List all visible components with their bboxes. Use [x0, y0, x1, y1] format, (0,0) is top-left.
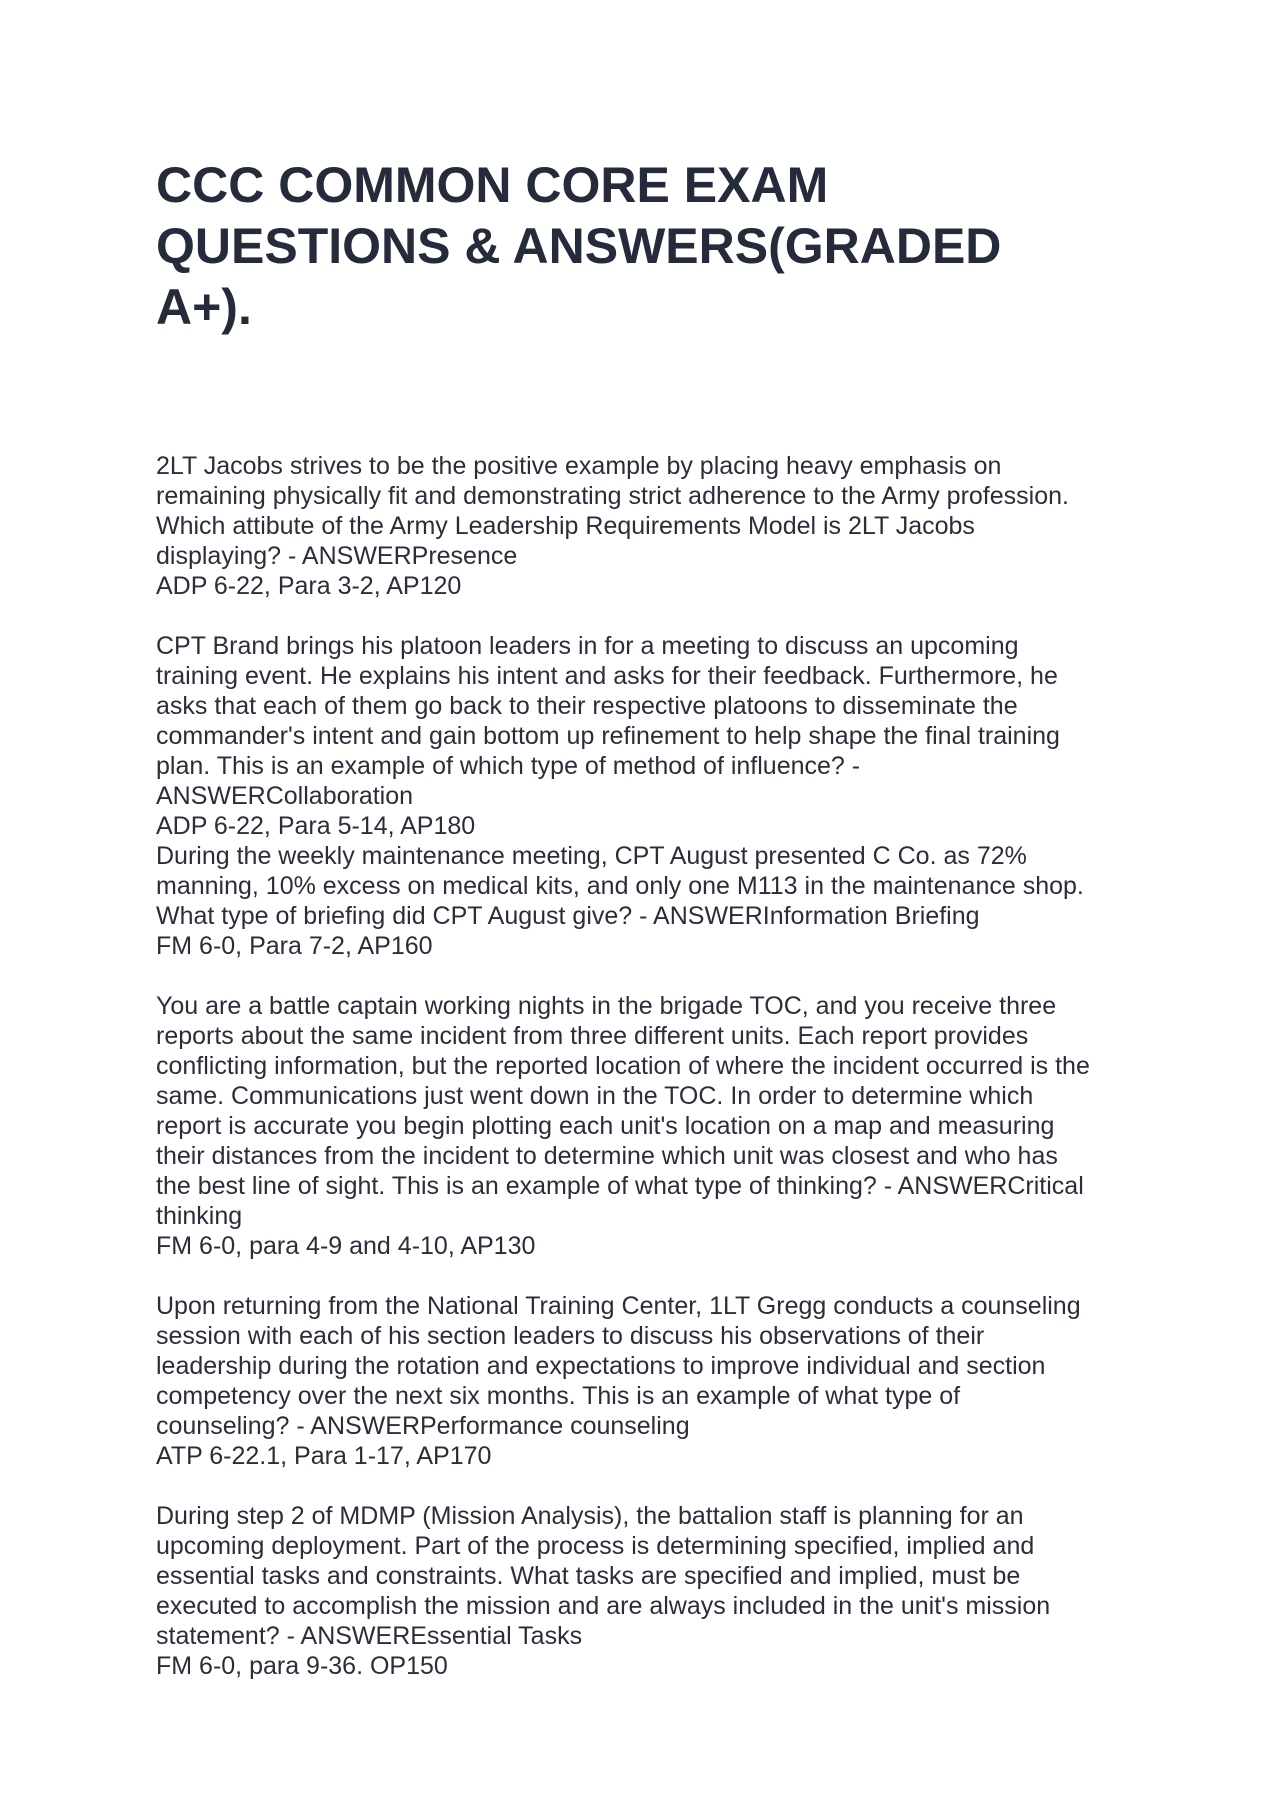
text-line: plan. This is an example of which type of method of influence? -: [156, 752, 861, 780]
reference-line: FM 6-0, para 9-36. OP150: [156, 1652, 448, 1680]
text-line: reports about the same incident from three different units. Each report provides: [156, 1022, 1029, 1050]
text-line: Upon returning from the National Training Center, 1LT Gregg conducts a counseling: [156, 1292, 1081, 1320]
question-item: [156, 1291, 1156, 1471]
question-item: [156, 1501, 1156, 1681]
text-line: essential tasks and constraints. What tasks are specified and implied, must be: [156, 1562, 1021, 1590]
reference-line: FM 6-0, Para 7-2, AP160: [156, 932, 433, 960]
title-line: A+).: [156, 279, 252, 335]
text-line: leadership during the rotation and expectations to improve individual and section: [156, 1352, 1046, 1380]
text-line: During step 2 of MDMP (Mission Analysis), the battalion staff is planning for an: [156, 1502, 1024, 1530]
text-line: upcoming deployment. Part of the process is determining specified, implied and: [156, 1532, 1035, 1560]
question-item: [156, 631, 1156, 841]
question-item: [156, 841, 1156, 961]
text-line: Which attibute of the Army Leadership Requirements Model is 2LT Jacobs: [156, 512, 975, 540]
question-list: [156, 451, 1156, 1681]
text-line: session with each of his section leaders to discuss his observations of their: [156, 1322, 985, 1350]
text-line: training event. He explains his intent and asks for their feedback. Furthermore, he: [156, 662, 1058, 690]
title-line: QUESTIONS & ANSWERS(GRADED: [156, 218, 1002, 274]
text-line: executed to accomplish the mission and are always included in the unit's mission: [156, 1592, 1051, 1620]
text-line: commander's intent and gain bottom up refinement to help shape the final training: [156, 722, 1060, 750]
document-page: [156, 155, 1156, 1681]
text-line: displaying? - ANSWERPresence: [156, 542, 518, 570]
document-title: [156, 155, 1156, 338]
text-line: During the weekly maintenance meeting, CPT August presented C Co. as 72%: [156, 842, 1027, 870]
text-line: ANSWERCollaboration: [156, 782, 414, 810]
question-item: [156, 991, 1156, 1261]
text-line: CPT Brand brings his platoon leaders in for a meeting to discuss an upcoming: [156, 632, 1019, 660]
text-line: 2LT Jacobs strives to be the positive example by placing heavy emphasis on: [156, 452, 1002, 480]
title-line: CCC COMMON CORE EXAM: [156, 157, 829, 213]
text-line: You are a battle captain working nights in the brigade TOC, and you receive three: [156, 992, 1057, 1020]
text-line: report is accurate you begin plotting each unit's location on a map and measuring: [156, 1112, 1055, 1140]
text-line: their distances from the incident to determine which unit was closest and who has: [156, 1142, 1058, 1170]
text-line: the best line of sight. This is an example of what type of thinking? - ANSWERCritical: [156, 1172, 1084, 1200]
reference-line: ATP 6-22.1, Para 1-17, AP170: [156, 1442, 492, 1470]
text-line: conflicting information, but the reported location of where the incident occurred is the: [156, 1052, 1090, 1080]
text-line: thinking: [156, 1202, 243, 1230]
reference-line: FM 6-0, para 4-9 and 4-10, AP130: [156, 1232, 536, 1260]
text-line: asks that each of them go back to their respective platoons to disseminate the: [156, 692, 1018, 720]
text-line: same. Communications just went down in the TOC. In order to determine which: [156, 1082, 1034, 1110]
text-line: What type of briefing did CPT August give? - ANSWERInformation Briefing: [156, 902, 980, 930]
text-line: counseling? - ANSWERPerformance counseling: [156, 1412, 690, 1440]
text-line: remaining physically fit and demonstrating strict adherence to the Army profession.: [156, 482, 1069, 510]
reference-line: ADP 6-22, Para 5-14, AP180: [156, 812, 476, 840]
reference-line: ADP 6-22, Para 3-2, AP120: [156, 572, 462, 600]
question-item: [156, 451, 1156, 601]
text-line: competency over the next six months. This is an example of what type of: [156, 1382, 961, 1410]
text-line: manning, 10% excess on medical kits, and only one M113 in the maintenance shop.: [156, 872, 1084, 900]
text-line: statement? - ANSWEREssential Tasks: [156, 1622, 583, 1650]
